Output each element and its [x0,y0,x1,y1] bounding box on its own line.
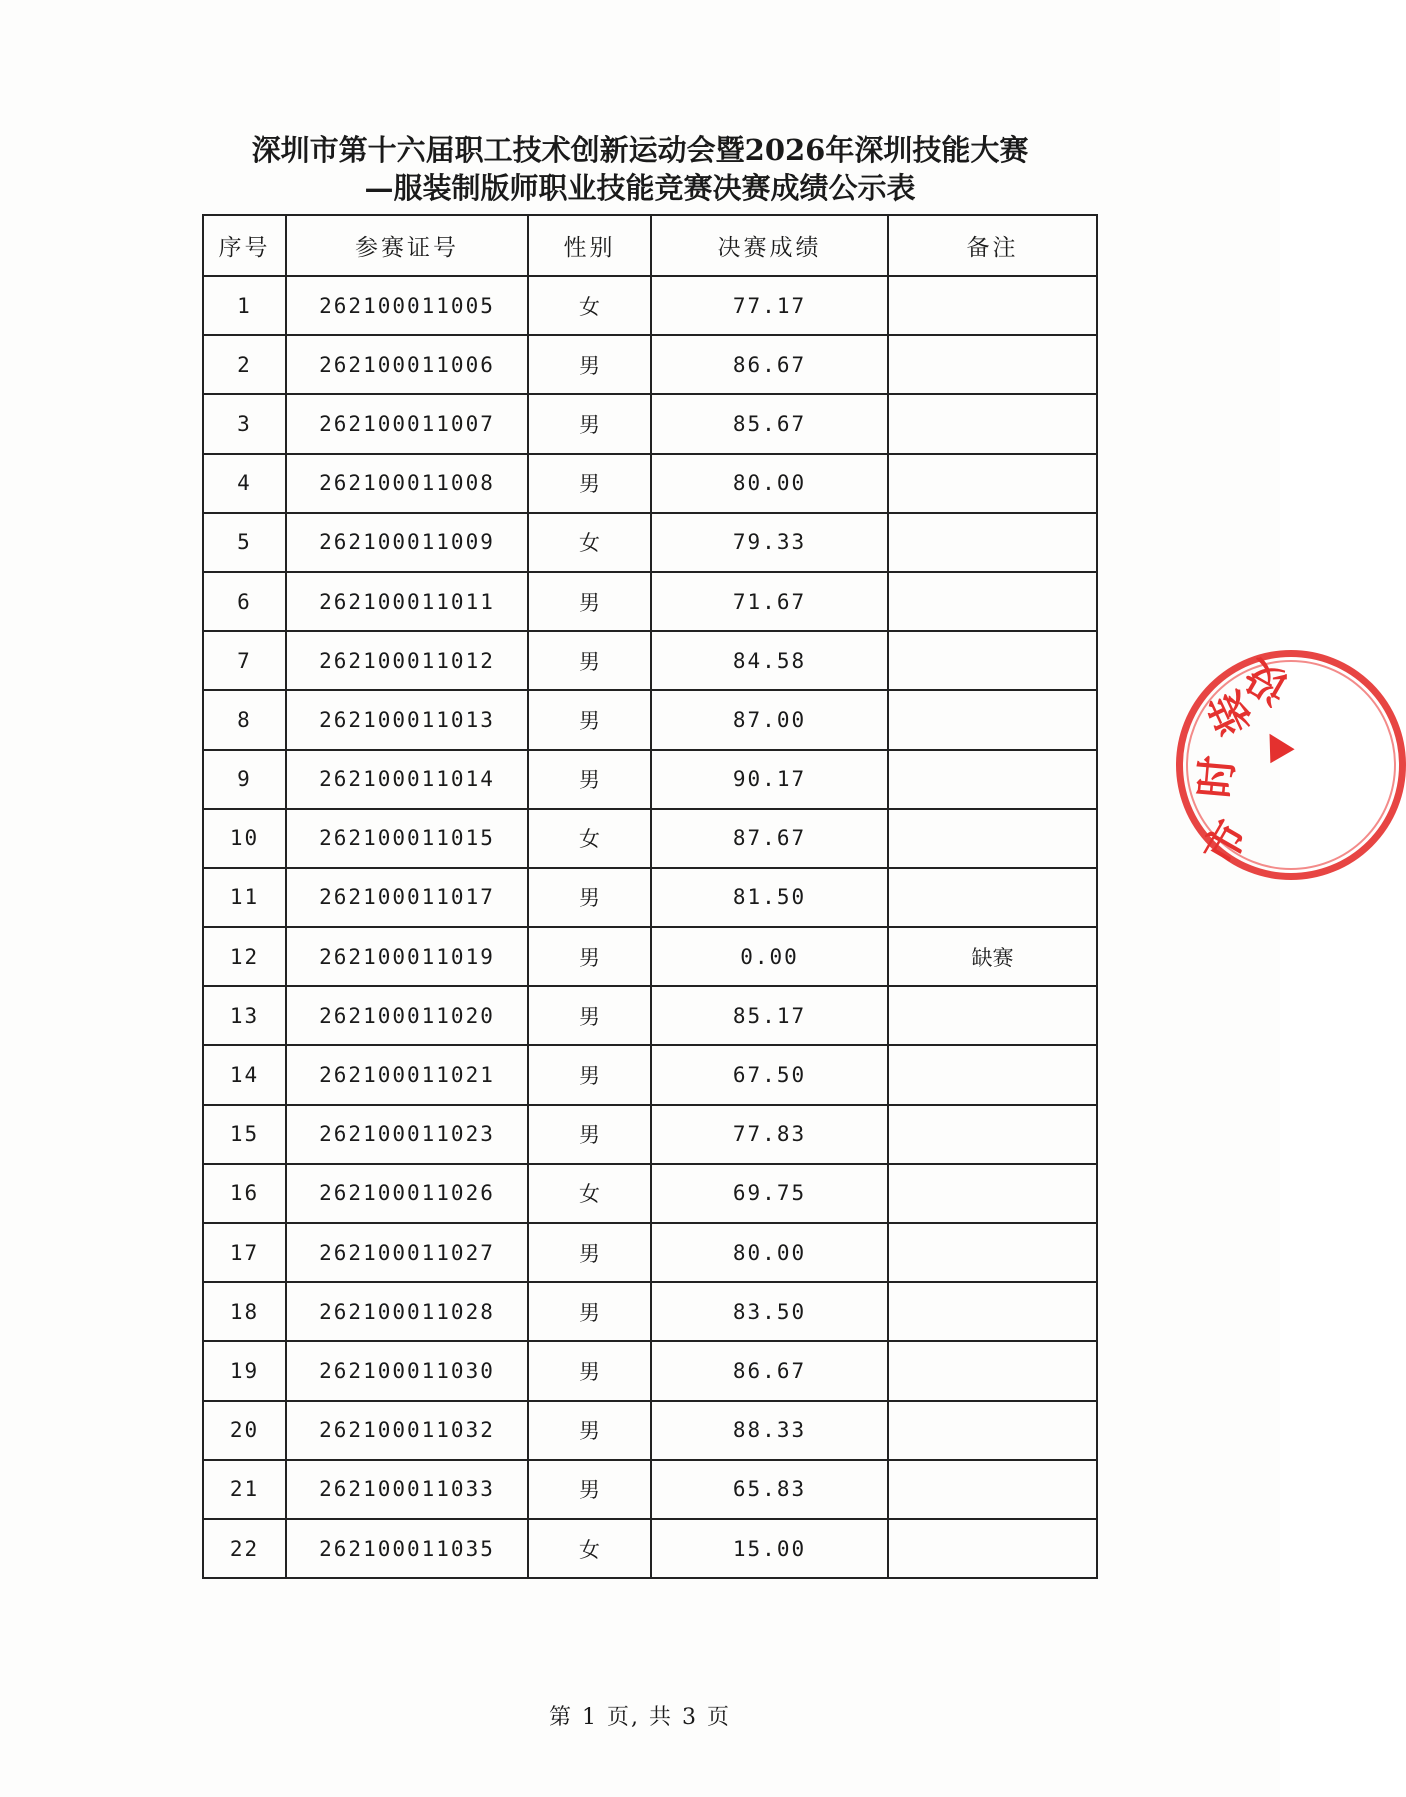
cell-remark [888,335,1097,394]
cell-serial-number: 1 [203,276,286,335]
cell-remark [888,1282,1097,1341]
cell-remark [888,1105,1097,1164]
cell-final-score: 87.00 [651,690,888,749]
cell-certificate-number: 262100011012 [286,631,528,690]
cell-gender: 男 [528,1401,651,1460]
cell-remark [888,1164,1097,1223]
cell-certificate-number: 262100011008 [286,454,528,513]
seal-char-2: 时 [1190,753,1243,801]
cell-certificate-number: 262100011021 [286,1045,528,1104]
results-table [202,214,1098,1579]
cell-gender: 男 [528,868,651,927]
table-row [203,572,1097,631]
cell-remark [888,750,1097,809]
table-row [203,927,1097,986]
cell-remark [888,1460,1097,1519]
cell-serial-number: 19 [203,1341,286,1400]
cell-gender: 女 [528,809,651,868]
cell-remark [888,868,1097,927]
cell-certificate-number: 262100011019 [286,927,528,986]
cell-final-score: 80.00 [651,1223,888,1282]
table-row [203,690,1097,749]
cell-serial-number: 13 [203,986,286,1045]
cell-remark [888,1401,1097,1460]
cell-gender: 男 [528,1460,651,1519]
table-row [203,1045,1097,1104]
cell-gender: 男 [528,690,651,749]
cell-final-score: 86.67 [651,1341,888,1400]
cell-final-score: 83.50 [651,1282,888,1341]
cell-certificate-number: 262100011013 [286,690,528,749]
cell-certificate-number: 262100011035 [286,1519,528,1578]
cell-remark [888,986,1097,1045]
cell-remark: 缺赛 [888,927,1097,986]
cell-final-score: 81.50 [651,868,888,927]
cell-gender: 男 [528,631,651,690]
cell-serial-number: 17 [203,1223,286,1282]
table-row [203,454,1097,513]
cell-certificate-number: 262100011015 [286,809,528,868]
table-row [203,1223,1097,1282]
table-row [203,868,1097,927]
cell-gender: 女 [528,1519,651,1578]
cell-gender: 男 [528,572,651,631]
cell-serial-number: 4 [203,454,286,513]
document-title-line2: —服装制版师职业技能竞赛决赛成绩公示表 [364,171,916,205]
cell-serial-number: 5 [203,513,286,572]
table-row [203,1164,1097,1223]
cell-serial-number: 2 [203,335,286,394]
cell-gender: 男 [528,335,651,394]
table-row [203,1519,1097,1578]
cell-final-score: 0.00 [651,927,888,986]
cell-remark [888,454,1097,513]
page-footer: 第 1 页, 共 3 页 [549,1705,731,1730]
cell-serial-number: 9 [203,750,286,809]
seal-char-4: 设 [1236,649,1298,714]
cell-certificate-number: 262100011027 [286,1223,528,1282]
cell-final-score: 67.50 [651,1045,888,1104]
cell-gender: 男 [528,1282,651,1341]
cell-gender: 男 [528,1105,651,1164]
cell-final-score: 80.00 [651,454,888,513]
table-row [203,631,1097,690]
cell-remark [888,276,1097,335]
cell-certificate-number: 262100011005 [286,276,528,335]
cell-final-score: 77.17 [651,276,888,335]
cell-gender: 女 [528,513,651,572]
cell-final-score: 85.17 [651,986,888,1045]
table-row [203,1401,1097,1460]
cell-final-score: 84.58 [651,631,888,690]
table-row [203,1341,1097,1400]
seal-char-3: 装 [1199,683,1262,743]
cell-certificate-number: 262100011033 [286,1460,528,1519]
cell-gender: 男 [528,394,651,453]
cell-gender: 女 [528,1164,651,1223]
table-row [203,394,1097,453]
cell-gender: 女 [528,276,651,335]
table-row [203,1460,1097,1519]
cell-serial-number: 14 [203,1045,286,1104]
cell-gender: 男 [528,1223,651,1282]
cell-remark [888,513,1097,572]
table-row [203,750,1097,809]
cell-final-score: 69.75 [651,1164,888,1223]
cell-serial-number: 3 [203,394,286,453]
table-row [203,276,1097,335]
cell-final-score: 87.67 [651,809,888,868]
cell-final-score: 15.00 [651,1519,888,1578]
cell-serial-number: 15 [203,1105,286,1164]
cell-final-score: 65.83 [651,1460,888,1519]
table-row [203,809,1097,868]
table-row [203,1282,1097,1341]
cell-remark [888,631,1097,690]
cell-remark [888,690,1097,749]
cell-serial-number: 11 [203,868,286,927]
cell-serial-number: 10 [203,809,286,868]
table-row [203,513,1097,572]
cell-certificate-number: 262100011020 [286,986,528,1045]
cell-remark [888,572,1097,631]
cell-certificate-number: 262100011032 [286,1401,528,1460]
cell-serial-number: 16 [203,1164,286,1223]
cell-final-score: 90.17 [651,750,888,809]
document-title-line1: 深圳市第十六届职工技术创新运动会暨2026年深圳技能大赛 [251,133,1029,167]
header-remark: 备注 [888,215,1097,276]
cell-serial-number: 8 [203,690,286,749]
cell-remark [888,1341,1097,1400]
cell-serial-number: 12 [203,927,286,986]
cell-remark [888,809,1097,868]
cell-final-score: 71.67 [651,572,888,631]
cell-certificate-number: 262100011006 [286,335,528,394]
cell-final-score: 88.33 [651,1401,888,1460]
cell-serial-number: 18 [203,1282,286,1341]
cell-certificate-number: 262100011028 [286,1282,528,1341]
cell-final-score: 79.33 [651,513,888,572]
cell-certificate-number: 262100011009 [286,513,528,572]
cell-remark [888,394,1097,453]
table-row [203,1105,1097,1164]
cell-gender: 男 [528,454,651,513]
table-row [203,986,1097,1045]
cell-remark [888,1045,1097,1104]
header-certificate-number: 参赛证号 [286,215,528,276]
header-final-score: 决赛成绩 [651,215,888,276]
seal-char-1: 市 [1193,812,1258,874]
cell-serial-number: 22 [203,1519,286,1578]
cell-gender: 男 [528,986,651,1045]
cell-certificate-number: 262100011014 [286,750,528,809]
table-row [203,335,1097,394]
cell-final-score: 86.67 [651,335,888,394]
cell-serial-number: 21 [203,1460,286,1519]
cell-serial-number: 20 [203,1401,286,1460]
cell-serial-number: 7 [203,631,286,690]
cell-final-score: 77.83 [651,1105,888,1164]
cell-gender: 男 [528,927,651,986]
cell-gender: 男 [528,750,651,809]
table-header-row [203,215,1097,276]
cell-final-score: 85.67 [651,394,888,453]
cell-certificate-number: 262100011007 [286,394,528,453]
cell-certificate-number: 262100011017 [286,868,528,927]
cell-certificate-number: 262100011030 [286,1341,528,1400]
cell-gender: 男 [528,1045,651,1104]
cell-remark [888,1519,1097,1578]
header-gender: 性别 [528,215,651,276]
cell-remark [888,1223,1097,1282]
cell-certificate-number: 262100011023 [286,1105,528,1164]
cell-gender: 男 [528,1341,651,1400]
header-serial-number: 序号 [203,215,286,276]
cell-serial-number: 6 [203,572,286,631]
cell-certificate-number: 262100011011 [286,572,528,631]
cell-certificate-number: 262100011026 [286,1164,528,1223]
